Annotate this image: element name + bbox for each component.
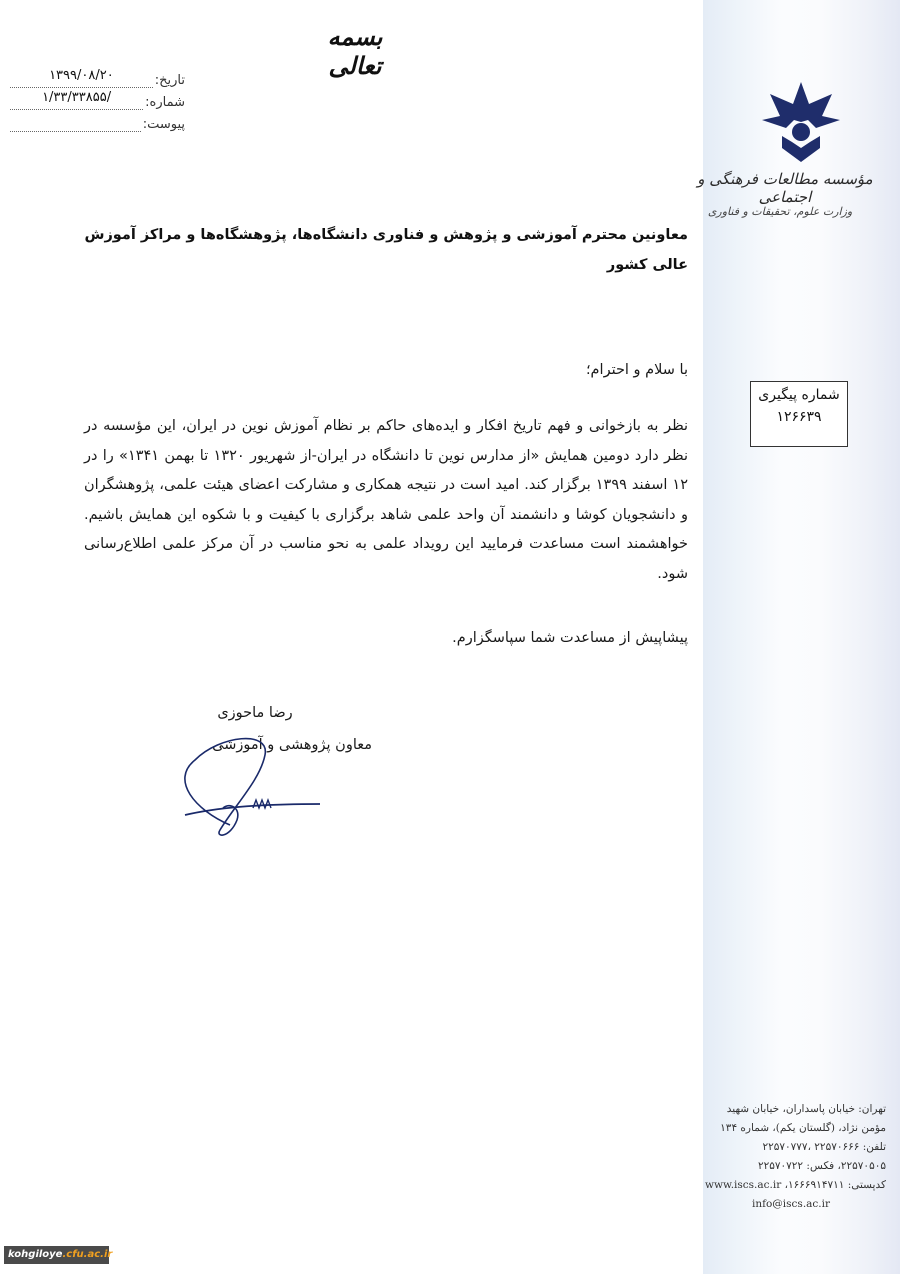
phone-numbers: تلفن: ۲۲۵۷۰۶۶۶ ،۲۲۵۷۰۷۷۷: [762, 1141, 886, 1153]
address-line-1: تهران: خیابان پاسداران، خیابان شهید: [726, 1103, 886, 1115]
watermark-part-1: kohgiloye: [8, 1249, 63, 1260]
recipient-line: معاونین محترم آموزشی و پژوهش و فناوری دانشگاه‌ها، پژوهشگاه‌ها و مراکز آموزش عالی کشور: [84, 227, 688, 273]
site-watermark: [4, 1246, 113, 1264]
number-label: شماره:: [145, 95, 185, 110]
invocation-heading: بسمه تعالی: [327, 22, 383, 80]
date-value: ۱۳۹۹/۰۸/۲۰: [10, 69, 153, 88]
postal-and-website: کدپستی: ۱۶۶۶۹۱۴۷۱۱، www.iscs.ac.ir: [704, 1179, 886, 1191]
date-label: تاریخ:: [154, 73, 185, 88]
letter-body: نظر به بازخوانی و فهم تاریخ افکار و ایده‌های حاکم بر نظام آموزش نوین در ایران، این مؤسسه در نظر دارد دومین همایش «از مدارس نوین تا دانشگاه در ایران-از شهریور ۱۳۲۰ تا بهمن ۱۳۴۱» را در ۱۲ اسفند ۱۳۹۹ برگزار کند. امید است در نتیجه همکاری و مشارکت اعضای هیئت علمی، پژوهشگران و دانشجویان کوشا و دانشمند آن واحد علمی شاهد برگزاری با کیفیت و با شکوه این همایش باشیم. خواهشمند است مساعدت فرمایید این رویداد علمی به نحو مناسب در آن مرکز علمی اطلاع‌رسانی شود.: [84, 418, 688, 582]
signatory-name: رضا ماحوزی: [217, 705, 293, 721]
letter-meta: [10, 66, 185, 132]
email-address: info@iscs.ac.ir: [751, 1198, 831, 1210]
signatory-title: معاون پژوهشی و آموزشی: [212, 737, 372, 753]
number-row: [10, 88, 185, 110]
number-value: /۱/۳۳/۳۳۸۵۵: [10, 91, 143, 110]
iscs-logo-icon: [762, 82, 840, 162]
greeting: با سلام و احترام؛: [585, 362, 688, 378]
closing-line: پیشاپیش از مساعدت شما سپاسگزارم.: [452, 630, 688, 646]
ministry-name: وزارت علوم، تحقیقات و فناوری: [707, 205, 853, 218]
tracking-label: شماره پیگیری: [758, 387, 840, 403]
attachment-label: پیوست:: [142, 117, 185, 132]
address-line-2: مؤمن نژاد، (گلستان یکم)، شماره ۱۳۴: [720, 1122, 886, 1134]
handwritten-signature-icon: [175, 720, 335, 840]
attachment-row: [10, 110, 185, 132]
attachment-value: [10, 113, 141, 132]
date-row: [10, 66, 185, 88]
watermark-part-2: .cfu.ac.ir: [62, 1249, 113, 1260]
footer-contact: [696, 1100, 886, 1214]
fax-numbers: ۲۲۵۷۰۵۰۵، فکس: ۲۲۵۷۰۷۲۲: [757, 1160, 886, 1172]
tracking-number: ۱۲۶۶۳۹: [776, 409, 822, 425]
tracking-number-box: [750, 381, 848, 447]
organization-name: مؤسسه مطالعات فرهنگی و اجتماعی: [697, 170, 873, 206]
